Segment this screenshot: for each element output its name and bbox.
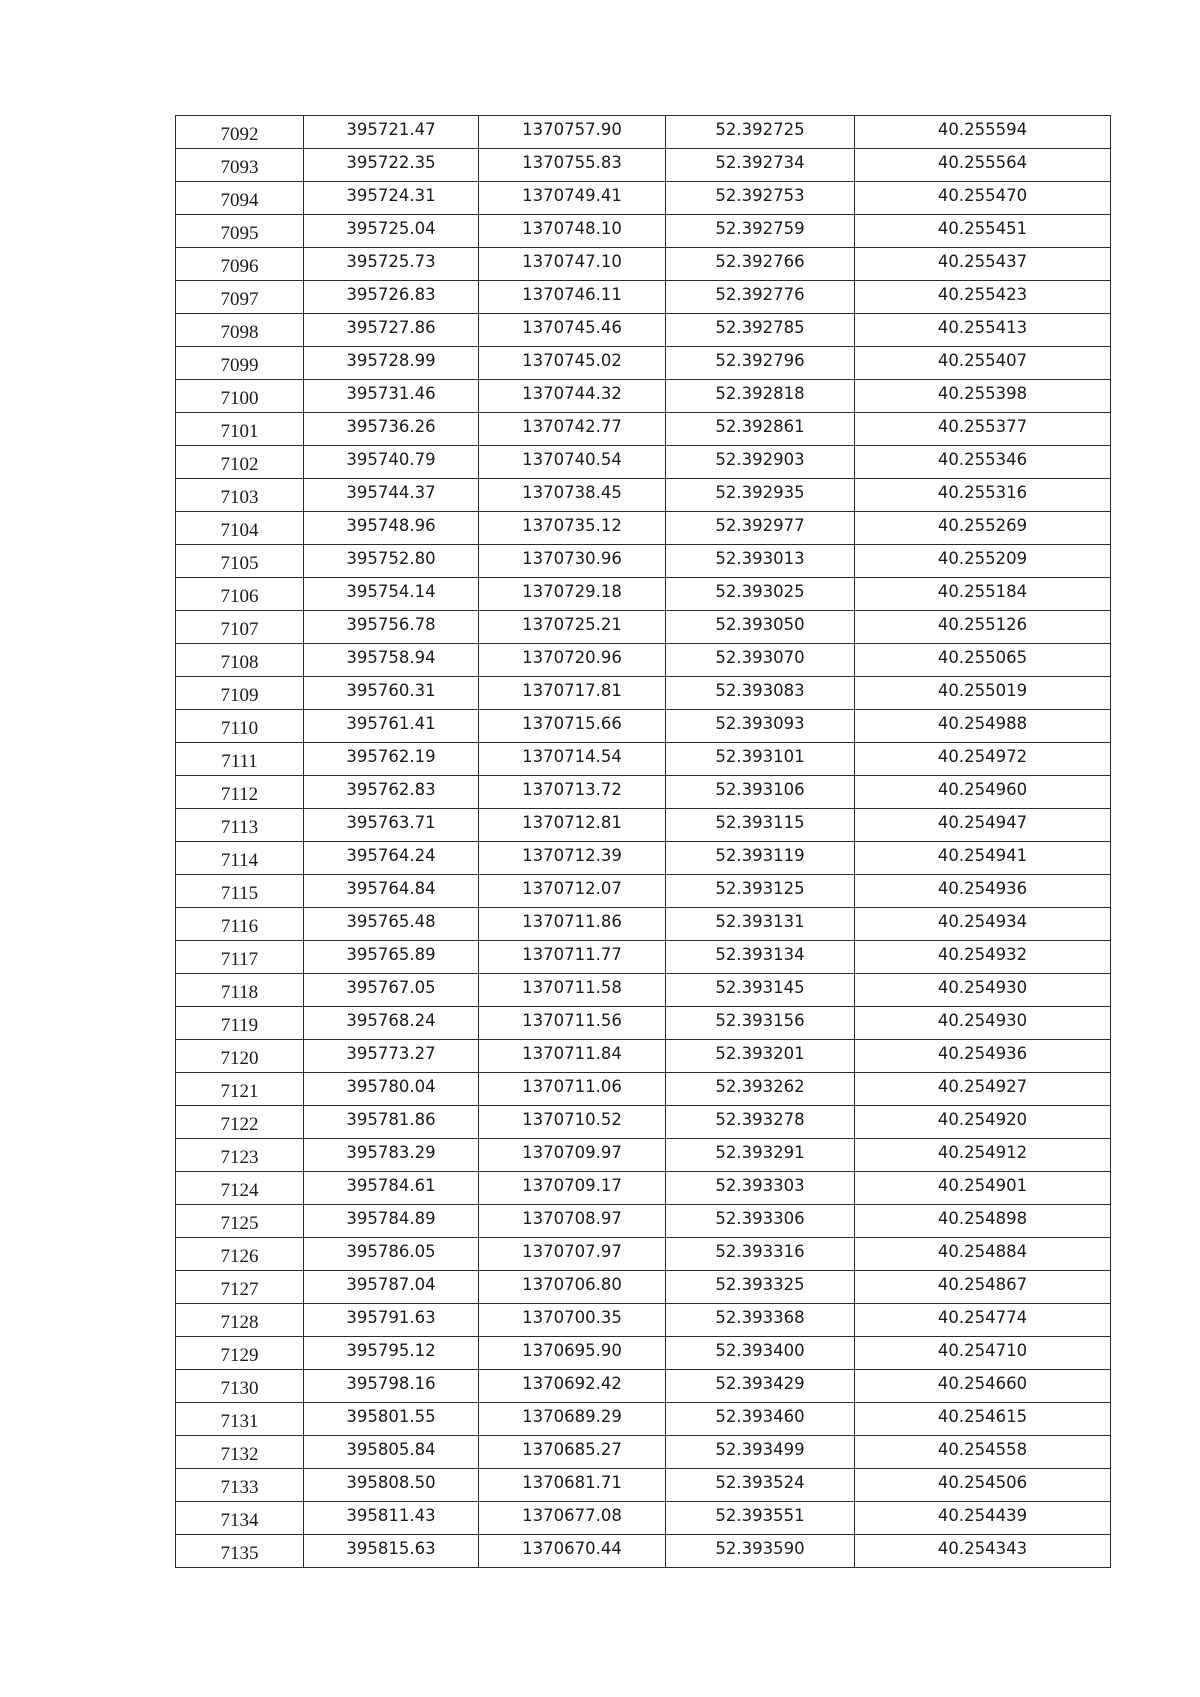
y-coordinate-cell: 1370755.83 <box>479 149 666 182</box>
table-row <box>176 545 1111 578</box>
y-coordinate-cell: 1370712.07 <box>479 875 666 908</box>
table-row <box>176 380 1111 413</box>
x-coordinate-cell: 395754.14 <box>304 578 479 611</box>
longitude-cell: 40.255398 <box>855 380 1111 413</box>
table-row <box>176 149 1111 182</box>
table-row <box>176 677 1111 710</box>
x-coordinate-cell: 395761.41 <box>304 710 479 743</box>
x-coordinate-cell: 395760.31 <box>304 677 479 710</box>
point-number-cell: 7101 <box>176 413 304 446</box>
point-number-cell: 7098 <box>176 314 304 347</box>
x-coordinate-cell: 395736.26 <box>304 413 479 446</box>
longitude-cell: 40.254930 <box>855 1007 1111 1040</box>
point-number-cell: 7119 <box>176 1007 304 1040</box>
y-coordinate-cell: 1370729.18 <box>479 578 666 611</box>
point-number-cell: 7135 <box>176 1535 304 1568</box>
x-coordinate-cell: 395784.61 <box>304 1172 479 1205</box>
latitude-cell: 52.393429 <box>666 1370 855 1403</box>
x-coordinate-cell: 395815.63 <box>304 1535 479 1568</box>
table-row <box>176 1238 1111 1271</box>
point-number-cell: 7122 <box>176 1106 304 1139</box>
y-coordinate-cell: 1370757.90 <box>479 116 666 149</box>
longitude-cell: 40.255377 <box>855 413 1111 446</box>
x-coordinate-cell: 395768.24 <box>304 1007 479 1040</box>
latitude-cell: 52.393303 <box>666 1172 855 1205</box>
point-number-cell: 7118 <box>176 974 304 1007</box>
y-coordinate-cell: 1370730.96 <box>479 545 666 578</box>
y-coordinate-cell: 1370711.84 <box>479 1040 666 1073</box>
y-coordinate-cell: 1370712.81 <box>479 809 666 842</box>
y-coordinate-cell: 1370711.77 <box>479 941 666 974</box>
x-coordinate-cell: 395762.19 <box>304 743 479 776</box>
longitude-cell: 40.255451 <box>855 215 1111 248</box>
table-row <box>176 512 1111 545</box>
latitude-cell: 52.392759 <box>666 215 855 248</box>
table-row <box>176 1304 1111 1337</box>
longitude-cell: 40.255209 <box>855 545 1111 578</box>
point-number-cell: 7110 <box>176 710 304 743</box>
longitude-cell: 40.255470 <box>855 182 1111 215</box>
y-coordinate-cell: 1370720.96 <box>479 644 666 677</box>
point-number-cell: 7092 <box>176 116 304 149</box>
longitude-cell: 40.254774 <box>855 1304 1111 1337</box>
table-row <box>176 1040 1111 1073</box>
x-coordinate-cell: 395786.05 <box>304 1238 479 1271</box>
latitude-cell: 52.393400 <box>666 1337 855 1370</box>
y-coordinate-cell: 1370711.06 <box>479 1073 666 1106</box>
table-row <box>176 842 1111 875</box>
x-coordinate-cell: 395748.96 <box>304 512 479 545</box>
x-coordinate-cell: 395725.73 <box>304 248 479 281</box>
latitude-cell: 52.393201 <box>666 1040 855 1073</box>
latitude-cell: 52.393590 <box>666 1535 855 1568</box>
x-coordinate-cell: 395762.83 <box>304 776 479 809</box>
table-row <box>176 215 1111 248</box>
latitude-cell: 52.392935 <box>666 479 855 512</box>
latitude-cell: 52.392734 <box>666 149 855 182</box>
latitude-cell: 52.392776 <box>666 281 855 314</box>
point-number-cell: 7097 <box>176 281 304 314</box>
longitude-cell: 40.255346 <box>855 446 1111 479</box>
point-number-cell: 7105 <box>176 545 304 578</box>
table-row <box>176 1205 1111 1238</box>
y-coordinate-cell: 1370685.27 <box>479 1436 666 1469</box>
latitude-cell: 52.393460 <box>666 1403 855 1436</box>
longitude-cell: 40.255407 <box>855 347 1111 380</box>
y-coordinate-cell: 1370695.90 <box>479 1337 666 1370</box>
table-row <box>176 1073 1111 1106</box>
latitude-cell: 52.393291 <box>666 1139 855 1172</box>
table-row <box>176 908 1111 941</box>
longitude-cell: 40.254901 <box>855 1172 1111 1205</box>
x-coordinate-cell: 395728.99 <box>304 347 479 380</box>
y-coordinate-cell: 1370711.58 <box>479 974 666 1007</box>
x-coordinate-cell: 395773.27 <box>304 1040 479 1073</box>
latitude-cell: 52.393070 <box>666 644 855 677</box>
y-coordinate-cell: 1370710.52 <box>479 1106 666 1139</box>
x-coordinate-cell: 395787.04 <box>304 1271 479 1304</box>
y-coordinate-cell: 1370712.39 <box>479 842 666 875</box>
longitude-cell: 40.254941 <box>855 842 1111 875</box>
y-coordinate-cell: 1370747.10 <box>479 248 666 281</box>
longitude-cell: 40.255423 <box>855 281 1111 314</box>
point-number-cell: 7104 <box>176 512 304 545</box>
x-coordinate-cell: 395764.24 <box>304 842 479 875</box>
latitude-cell: 52.392903 <box>666 446 855 479</box>
y-coordinate-cell: 1370681.71 <box>479 1469 666 1502</box>
latitude-cell: 52.393050 <box>666 611 855 644</box>
latitude-cell: 52.392766 <box>666 248 855 281</box>
longitude-cell: 40.254936 <box>855 875 1111 908</box>
x-coordinate-cell: 395763.71 <box>304 809 479 842</box>
longitude-cell: 40.255437 <box>855 248 1111 281</box>
point-number-cell: 7133 <box>176 1469 304 1502</box>
table-row <box>176 1502 1111 1535</box>
x-coordinate-cell: 395752.80 <box>304 545 479 578</box>
longitude-cell: 40.255126 <box>855 611 1111 644</box>
point-number-cell: 7127 <box>176 1271 304 1304</box>
x-coordinate-cell: 395805.84 <box>304 1436 479 1469</box>
y-coordinate-cell: 1370717.81 <box>479 677 666 710</box>
y-coordinate-cell: 1370706.80 <box>479 1271 666 1304</box>
y-coordinate-cell: 1370692.42 <box>479 1370 666 1403</box>
longitude-cell: 40.254898 <box>855 1205 1111 1238</box>
x-coordinate-cell: 395727.86 <box>304 314 479 347</box>
y-coordinate-cell: 1370745.46 <box>479 314 666 347</box>
x-coordinate-cell: 395765.89 <box>304 941 479 974</box>
y-coordinate-cell: 1370708.97 <box>479 1205 666 1238</box>
x-coordinate-cell: 395765.48 <box>304 908 479 941</box>
table-row <box>176 413 1111 446</box>
y-coordinate-cell: 1370707.97 <box>479 1238 666 1271</box>
point-number-cell: 7131 <box>176 1403 304 1436</box>
longitude-cell: 40.255019 <box>855 677 1111 710</box>
point-number-cell: 7099 <box>176 347 304 380</box>
x-coordinate-cell: 395780.04 <box>304 1073 479 1106</box>
x-coordinate-cell: 395798.16 <box>304 1370 479 1403</box>
y-coordinate-cell: 1370714.54 <box>479 743 666 776</box>
coordinates-table <box>175 115 1111 1568</box>
y-coordinate-cell: 1370677.08 <box>479 1502 666 1535</box>
table-row <box>176 182 1111 215</box>
latitude-cell: 52.393134 <box>666 941 855 974</box>
latitude-cell: 52.392796 <box>666 347 855 380</box>
point-number-cell: 7128 <box>176 1304 304 1337</box>
longitude-cell: 40.255184 <box>855 578 1111 611</box>
y-coordinate-cell: 1370713.72 <box>479 776 666 809</box>
latitude-cell: 52.392725 <box>666 116 855 149</box>
table-row <box>176 248 1111 281</box>
x-coordinate-cell: 395811.43 <box>304 1502 479 1535</box>
point-number-cell: 7121 <box>176 1073 304 1106</box>
table-row <box>176 1106 1111 1139</box>
longitude-cell: 40.254439 <box>855 1502 1111 1535</box>
table-row <box>176 1370 1111 1403</box>
x-coordinate-cell: 395758.94 <box>304 644 479 677</box>
y-coordinate-cell: 1370700.35 <box>479 1304 666 1337</box>
point-number-cell: 7125 <box>176 1205 304 1238</box>
point-number-cell: 7126 <box>176 1238 304 1271</box>
x-coordinate-cell: 395767.05 <box>304 974 479 1007</box>
x-coordinate-cell: 395756.78 <box>304 611 479 644</box>
y-coordinate-cell: 1370709.17 <box>479 1172 666 1205</box>
longitude-cell: 40.255065 <box>855 644 1111 677</box>
latitude-cell: 52.392818 <box>666 380 855 413</box>
y-coordinate-cell: 1370742.77 <box>479 413 666 446</box>
longitude-cell: 40.254932 <box>855 941 1111 974</box>
table-row <box>176 1403 1111 1436</box>
point-number-cell: 7120 <box>176 1040 304 1073</box>
table-row <box>176 446 1111 479</box>
x-coordinate-cell: 395808.50 <box>304 1469 479 1502</box>
point-number-cell: 7106 <box>176 578 304 611</box>
y-coordinate-cell: 1370735.12 <box>479 512 666 545</box>
table-row <box>176 479 1111 512</box>
table-row <box>176 941 1111 974</box>
point-number-cell: 7113 <box>176 809 304 842</box>
point-number-cell: 7102 <box>176 446 304 479</box>
table-row <box>176 1436 1111 1469</box>
table-row <box>176 644 1111 677</box>
y-coordinate-cell: 1370746.11 <box>479 281 666 314</box>
point-number-cell: 7093 <box>176 149 304 182</box>
point-number-cell: 7095 <box>176 215 304 248</box>
latitude-cell: 52.392785 <box>666 314 855 347</box>
point-number-cell: 7096 <box>176 248 304 281</box>
longitude-cell: 40.255564 <box>855 149 1111 182</box>
x-coordinate-cell: 395783.29 <box>304 1139 479 1172</box>
y-coordinate-cell: 1370738.45 <box>479 479 666 512</box>
longitude-cell: 40.255413 <box>855 314 1111 347</box>
x-coordinate-cell: 395744.37 <box>304 479 479 512</box>
longitude-cell: 40.254927 <box>855 1073 1111 1106</box>
point-number-cell: 7100 <box>176 380 304 413</box>
longitude-cell: 40.254934 <box>855 908 1111 941</box>
latitude-cell: 52.392861 <box>666 413 855 446</box>
longitude-cell: 40.254920 <box>855 1106 1111 1139</box>
latitude-cell: 52.392977 <box>666 512 855 545</box>
latitude-cell: 52.393316 <box>666 1238 855 1271</box>
point-number-cell: 7116 <box>176 908 304 941</box>
longitude-cell: 40.254972 <box>855 743 1111 776</box>
latitude-cell: 52.393013 <box>666 545 855 578</box>
x-coordinate-cell: 395724.31 <box>304 182 479 215</box>
longitude-cell: 40.254506 <box>855 1469 1111 1502</box>
latitude-cell: 52.393262 <box>666 1073 855 1106</box>
longitude-cell: 40.254936 <box>855 1040 1111 1073</box>
x-coordinate-cell: 395764.84 <box>304 875 479 908</box>
point-number-cell: 7117 <box>176 941 304 974</box>
longitude-cell: 40.254867 <box>855 1271 1111 1304</box>
y-coordinate-cell: 1370745.02 <box>479 347 666 380</box>
table-row <box>176 809 1111 842</box>
latitude-cell: 52.393278 <box>666 1106 855 1139</box>
longitude-cell: 40.254988 <box>855 710 1111 743</box>
longitude-cell: 40.254884 <box>855 1238 1111 1271</box>
longitude-cell: 40.254710 <box>855 1337 1111 1370</box>
point-number-cell: 7124 <box>176 1172 304 1205</box>
latitude-cell: 52.392753 <box>666 182 855 215</box>
x-coordinate-cell: 395726.83 <box>304 281 479 314</box>
point-number-cell: 7134 <box>176 1502 304 1535</box>
longitude-cell: 40.254660 <box>855 1370 1111 1403</box>
y-coordinate-cell: 1370725.21 <box>479 611 666 644</box>
x-coordinate-cell: 395784.89 <box>304 1205 479 1238</box>
table-row <box>176 1271 1111 1304</box>
y-coordinate-cell: 1370711.86 <box>479 908 666 941</box>
table-row <box>176 1337 1111 1370</box>
table-row <box>176 578 1111 611</box>
point-number-cell: 7115 <box>176 875 304 908</box>
x-coordinate-cell: 395740.79 <box>304 446 479 479</box>
table-row <box>176 1139 1111 1172</box>
longitude-cell: 40.254558 <box>855 1436 1111 1469</box>
x-coordinate-cell: 395781.86 <box>304 1106 479 1139</box>
y-coordinate-cell: 1370715.66 <box>479 710 666 743</box>
y-coordinate-cell: 1370709.97 <box>479 1139 666 1172</box>
latitude-cell: 52.393325 <box>666 1271 855 1304</box>
latitude-cell: 52.393083 <box>666 677 855 710</box>
x-coordinate-cell: 395801.55 <box>304 1403 479 1436</box>
point-number-cell: 7111 <box>176 743 304 776</box>
y-coordinate-cell: 1370748.10 <box>479 215 666 248</box>
point-number-cell: 7123 <box>176 1139 304 1172</box>
latitude-cell: 52.393368 <box>666 1304 855 1337</box>
table-row <box>176 875 1111 908</box>
point-number-cell: 7129 <box>176 1337 304 1370</box>
x-coordinate-cell: 395721.47 <box>304 116 479 149</box>
table-row <box>176 1469 1111 1502</box>
y-coordinate-cell: 1370740.54 <box>479 446 666 479</box>
latitude-cell: 52.393106 <box>666 776 855 809</box>
point-number-cell: 7112 <box>176 776 304 809</box>
point-number-cell: 7132 <box>176 1436 304 1469</box>
point-number-cell: 7109 <box>176 677 304 710</box>
latitude-cell: 52.393131 <box>666 908 855 941</box>
point-number-cell: 7103 <box>176 479 304 512</box>
x-coordinate-cell: 395722.35 <box>304 149 479 182</box>
table-row <box>176 314 1111 347</box>
table-row <box>176 776 1111 809</box>
latitude-cell: 52.393119 <box>666 842 855 875</box>
latitude-cell: 52.393115 <box>666 809 855 842</box>
x-coordinate-cell: 395731.46 <box>304 380 479 413</box>
latitude-cell: 52.393093 <box>666 710 855 743</box>
latitude-cell: 52.393524 <box>666 1469 855 1502</box>
longitude-cell: 40.254615 <box>855 1403 1111 1436</box>
table-row <box>176 1007 1111 1040</box>
table-row <box>176 743 1111 776</box>
y-coordinate-cell: 1370749.41 <box>479 182 666 215</box>
table-row <box>176 1172 1111 1205</box>
point-number-cell: 7130 <box>176 1370 304 1403</box>
point-number-cell: 7108 <box>176 644 304 677</box>
point-number-cell: 7114 <box>176 842 304 875</box>
latitude-cell: 52.393306 <box>666 1205 855 1238</box>
x-coordinate-cell: 395725.04 <box>304 215 479 248</box>
point-number-cell: 7107 <box>176 611 304 644</box>
longitude-cell: 40.254343 <box>855 1535 1111 1568</box>
table-row <box>176 116 1111 149</box>
longitude-cell: 40.255316 <box>855 479 1111 512</box>
table-row <box>176 1535 1111 1568</box>
x-coordinate-cell: 395791.63 <box>304 1304 479 1337</box>
y-coordinate-cell: 1370670.44 <box>479 1535 666 1568</box>
longitude-cell: 40.254947 <box>855 809 1111 842</box>
latitude-cell: 52.393125 <box>666 875 855 908</box>
latitude-cell: 52.393025 <box>666 578 855 611</box>
table-row <box>176 347 1111 380</box>
coordinates-table-body <box>176 116 1111 1568</box>
y-coordinate-cell: 1370744.32 <box>479 380 666 413</box>
y-coordinate-cell: 1370711.56 <box>479 1007 666 1040</box>
longitude-cell: 40.254960 <box>855 776 1111 809</box>
latitude-cell: 52.393145 <box>666 974 855 1007</box>
y-coordinate-cell: 1370689.29 <box>479 1403 666 1436</box>
table-row <box>176 974 1111 1007</box>
latitude-cell: 52.393101 <box>666 743 855 776</box>
table-row <box>176 611 1111 644</box>
longitude-cell: 40.254930 <box>855 974 1111 1007</box>
latitude-cell: 52.393551 <box>666 1502 855 1535</box>
table-row <box>176 710 1111 743</box>
longitude-cell: 40.254912 <box>855 1139 1111 1172</box>
latitude-cell: 52.393499 <box>666 1436 855 1469</box>
table-row <box>176 281 1111 314</box>
latitude-cell: 52.393156 <box>666 1007 855 1040</box>
longitude-cell: 40.255594 <box>855 116 1111 149</box>
point-number-cell: 7094 <box>176 182 304 215</box>
longitude-cell: 40.255269 <box>855 512 1111 545</box>
x-coordinate-cell: 395795.12 <box>304 1337 479 1370</box>
